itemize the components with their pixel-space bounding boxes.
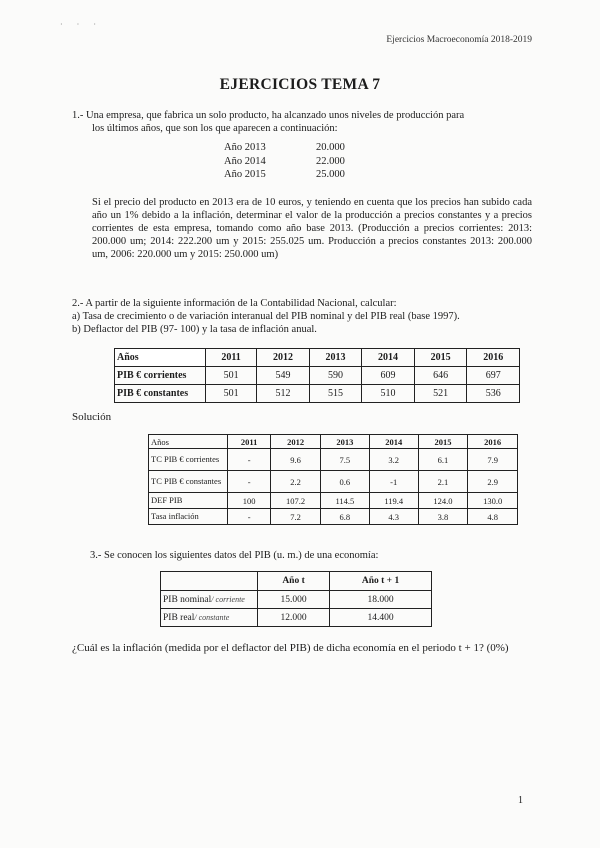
table-cell: 7.5 [320,449,369,471]
table-cell: 510 [362,385,415,403]
table-header-row [115,349,520,367]
table-row [149,449,518,471]
scan-specks: · · · [60,20,102,29]
solution-label: Solución [72,411,112,423]
gdp-data-table [114,348,520,403]
table-header-cell: 2016 [467,349,520,367]
table-cell: TC PIB € constantes [149,471,228,493]
table-cell: 7.9 [468,449,518,471]
table-cell: - [228,471,271,493]
solution-table [148,434,518,525]
exercise-1-text: Si el precio del producto en 2013 era de 10 euros, y teniendo en cuenta que los precios han subido cada año un 1% debido a la inflación, determinar el valor de la producción a precios constantes y a precios corrientes de esta empresa, tomando como año base 2013. (Producción a precios corrientes: 2013: 200.000 um; 2014: 222.200 um y 2015: 255.025 um. Producción a precios constantes 2013: 200.000 um, 2006: 220.000 um y 2015: 250.000 um) [92,197,532,260]
table-row [149,509,518,525]
production-years-list [224,141,345,182]
table-header-cell: 2013 [320,435,369,449]
table-header-cell: Año t [258,572,330,591]
table-cell: 609 [362,367,415,385]
year-row [224,168,345,182]
year-value: 25.000 [316,169,345,180]
page-number: 1 [518,795,523,806]
table-header-cell: 2015 [418,435,468,449]
table-cell: 130.0 [468,493,518,509]
table-header-cell: Años [149,435,228,449]
table-cell: 501 [206,367,257,385]
table-cell: 14.400 [330,609,432,627]
table-cell: 549 [257,367,310,385]
table-header-cell: 2015 [414,349,467,367]
year-value: 20.000 [316,142,345,153]
table-header-cell: 2011 [228,435,271,449]
table-header-cell: 2013 [309,349,362,367]
table-header-cell: 2012 [271,435,321,449]
table-row [161,591,432,609]
table-header-cell: Años [115,349,206,367]
table-cell: 3.2 [369,449,418,471]
table-cell [161,609,258,627]
gdp-two-year-table [160,571,432,627]
table-cell: 4.8 [468,509,518,525]
table-cell: 18.000 [330,591,432,609]
table-cell: 512 [257,385,310,403]
table-cell: 12.000 [258,609,330,627]
exercise-2-line-b: b) Deflactor del PIB (97- 100) y la tasa de inflación anual. [72,324,317,335]
table-cell: 521 [414,385,467,403]
table-cell: 2.1 [418,471,468,493]
table-cell: - [228,509,271,525]
table-cell: DEF PIB [149,493,228,509]
table-cell: TC PIB € corrientes [149,449,228,471]
table-cell: 4.3 [369,509,418,525]
running-header: Ejercicios Macroeconomía 2018-2019 [386,35,532,45]
table-header-row [161,572,432,591]
table-cell: 697 [467,367,520,385]
handwritten-note: / constante [194,612,230,622]
table-cell: 3.8 [418,509,468,525]
table-header-cell: 2014 [362,349,415,367]
table-cell: PIB € corrientes [115,367,206,385]
exercise-1-intro [72,109,534,135]
table-row [161,609,432,627]
table-row [149,493,518,509]
year-label: Año 2014 [224,155,266,167]
table-cell: 107.2 [271,493,321,509]
table-cell: 2.9 [468,471,518,493]
exercise-2-line-1: 2.- A partir de la siguiente información de la Contabilidad Nacional, calcular: [72,298,397,309]
table-cell [161,591,258,609]
table-cell: PIB € constantes [115,385,206,403]
table-cell: - [228,449,271,471]
row-label: PIB nominal [163,594,212,605]
year-label: Año 2015 [224,169,266,180]
table-cell: 15.000 [258,591,330,609]
table-cell: 100 [228,493,271,509]
table-cell: 119.4 [369,493,418,509]
table-header-cell: 2011 [206,349,257,367]
year-row [224,155,345,169]
exercise-3-question: ¿Cuál es la inflación (medida por el deflactor del PIB) de dicha economía en el periodo t + 1? (0%) [72,642,509,654]
handwritten-note: / corriente [211,594,245,604]
table-cell: 114.5 [320,493,369,509]
table-header-row [149,435,518,449]
table-cell: 590 [309,367,362,385]
table-cell: 9.6 [271,449,321,471]
table-cell: Tasa inflación [149,509,228,525]
year-value: 22.000 [316,155,345,167]
table-row [115,385,520,403]
exercise-2-intro [72,297,534,336]
table-cell: 501 [206,385,257,403]
table-row [149,471,518,493]
year-label: Año 2013 [224,142,266,153]
table-row [115,367,520,385]
table-header-cell: Año t + 1 [330,572,432,591]
exercise-1-intro-line-2: los últimos años, que son los que aparecen a continuación: [92,123,338,134]
table-cell: 124.0 [418,493,468,509]
table-cell: 2.2 [271,471,321,493]
table-header-cell: 2014 [369,435,418,449]
table-header-cell: 2016 [468,435,518,449]
exercise-1-intro-line-1: 1.- Una empresa, que fabrica un solo producto, ha alcanzado unos niveles de producción para [72,110,465,121]
table-cell: 536 [467,385,520,403]
table-cell: 646 [414,367,467,385]
exercise-2-line-a: a) Tasa de crecimiento o de variación interanual del PIB nominal y del PIB real (base 1997). [72,311,460,322]
table-cell: -1 [369,471,418,493]
table-cell: 515 [309,385,362,403]
exercise-3-intro: 3.- Se conocen los siguientes datos del PIB (u. m.) de una economía: [90,550,379,561]
page-title: EJERCICIOS TEMA 7 [219,76,381,93]
table-cell: 0.6 [320,471,369,493]
table-header-cell [161,572,258,591]
row-label: PIB real [163,612,195,623]
table-cell: 7.2 [271,509,321,525]
table-cell: 6.1 [418,449,468,471]
year-row [224,141,345,155]
table-header-cell: 2012 [257,349,310,367]
table-cell: 6.8 [320,509,369,525]
